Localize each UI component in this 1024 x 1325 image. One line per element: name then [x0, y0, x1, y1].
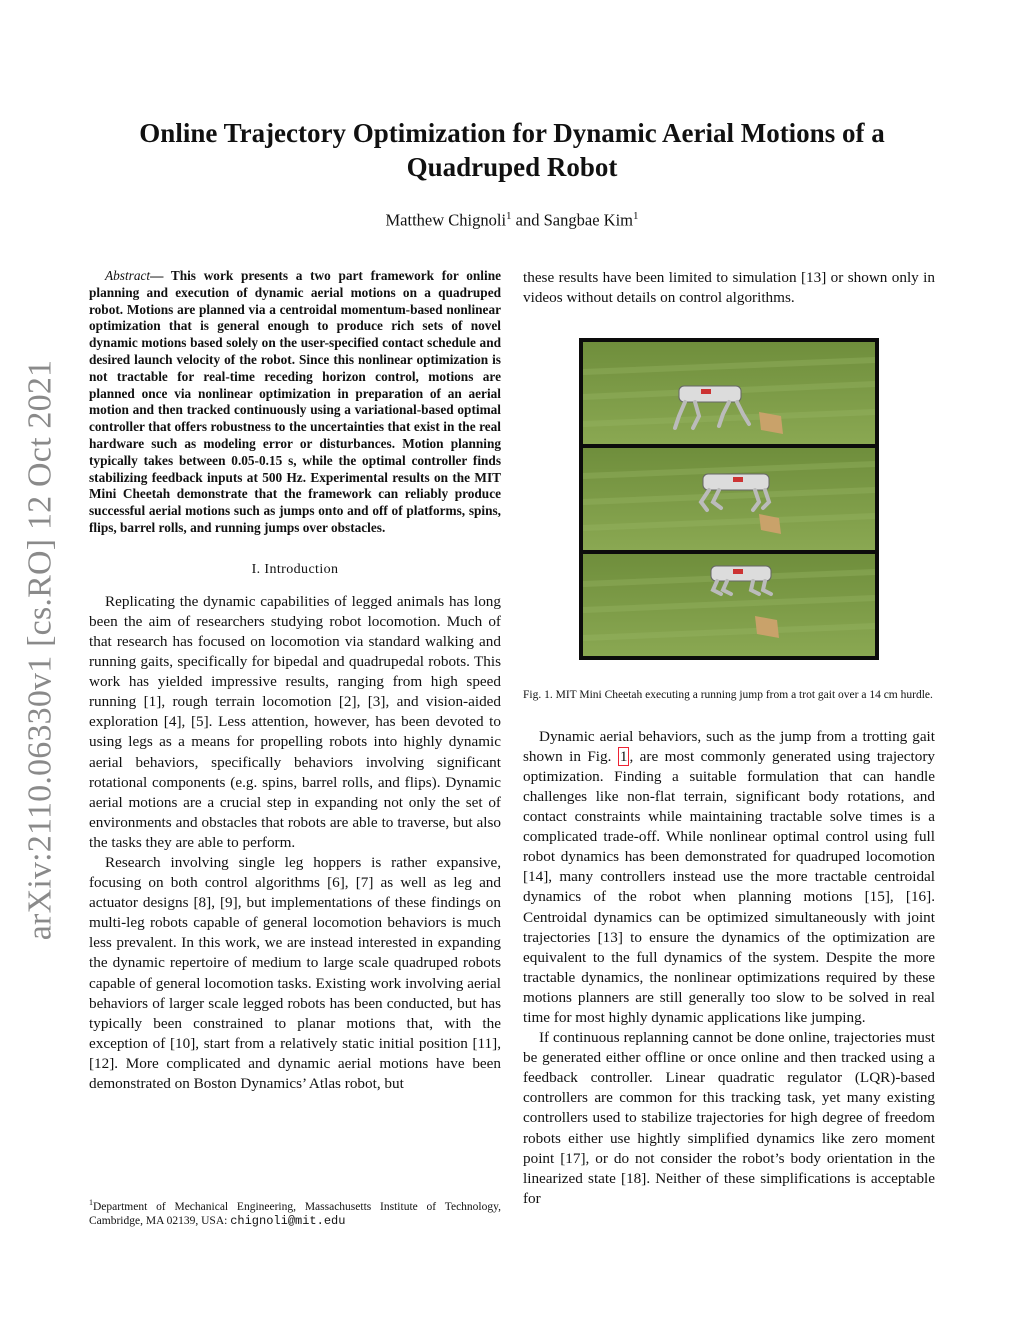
author-first-affiliation: 1 — [506, 210, 512, 222]
paper-title: Online Trajectory Optimization for Dynamic Aerial Motions of a Quadruped Robot — [139, 118, 885, 182]
figure-caption: Fig. 1. MIT Mini Cheetah executing a running jump from a trot gait over a 14 cm hurdle. — [523, 689, 933, 702]
footnote-marker: 1 — [89, 1198, 93, 1207]
author-line — [110, 210, 914, 231]
footnote-text: Department of Mechanical Engineering, Massachusetts Institute of Technology, Cambridge, MA 02139, USA: — [89, 1200, 501, 1228]
figure-frame-3 — [583, 554, 875, 656]
arxiv-stamp — [14, 360, 66, 940]
frame-2-photo — [583, 448, 875, 550]
abstract-text: This work presents a two part framework for online planning and execution of dynamic aerial motions on a quadruped robot. Motions are planned via a centroidal momentum-based nonlinear optimization that is general enough to produce rich sets of novel dynamic motions based solely on the user-specified contact schedule and desired launch velocity of the robot. Since this nonlinear optimization is not tractable for real-time receding horizon control, motions are planned once via nonlinear optimization in preparation of an aerial motion and then tracked continuously using a variational-based optimal controller that offers robustness to the uncertainties that exist in the real hardware such as modeling error or disturbances. Motion planning typically takes between 0.05-0.15 s, while the optimal controller finds stabilizing feedback inputs at 500 Hz. Experimental results on the MIT Mini Cheetah demonstrate that the framework can reliably produce successful aerial motions such as jumps onto and off of platforms, spins, flips, barrel rolls, and running jumps over obstacles. — [89, 268, 501, 535]
abstract-label: Abstract — [105, 268, 151, 283]
figure-1 — [579, 338, 879, 660]
author-second: Sangbae Kim — [543, 210, 633, 230]
left-column — [89, 268, 501, 1094]
right-paragraph-1-start: Dynamic aerial behaviors, such as the jump from a trotting gait shown in Fig. — [523, 727, 935, 765]
author-first: Matthew Chignoli — [385, 210, 507, 230]
right-paragraph-1 — [523, 727, 935, 1028]
intro-paragraph-1: Replicating the dynamic capabilities of legged animals has long been the aim of researchers studying robot locomotion. Much of that research has focused on locomotion via standard walking and running gaits, specifically for bipedal and quadrupedal robots. This work has yielded impressive results, ranging from high speed running [1], rough terrain locomotion [2], [3], and vision-aided exploration [4], [5]. Less attention, however, has been devoted to using legs as a means for propelling robots into highly dynamic aerial behaviors, specifically behaviors involving significant rotational components (e.g. spins, barrel rolls, and flips). Dynamic aerial motions are a crucial step in expanding not only the set of environments and obstacles that robots are able to traverse, but also the tasks they are able to perform. — [89, 592, 501, 851]
figure-frame-1 — [583, 342, 875, 444]
intro-paragraph-2: Research involving single leg hoppers is rather expansive, focusing on both control algorithms [6], [7] as well as leg and actuator designs [8], [9], but implementations of these findings on multi-leg robots capable of general locomotion behaviors is much less prevalent. In this work, we are instead interested in expanding the dynamic repertoire of medium to large scale quadruped robots capable of general locomotion tasks. Existing work involving aerial behaviors of larger scale legged robots has been conducted, but has typically been constrained to planar motions that, with the exception of [10], start from a relatively static initial position [11], [12]. More complicated and dynamic aerial motions have been demonstrated on Boston Dynamics’ Atlas robot, but — [89, 853, 501, 1092]
affiliation-footnote — [89, 1196, 501, 1229]
frame-3-photo — [583, 554, 875, 656]
right-paragraph-1-end: , are most commonly generated using trajectory optimization. Finding a suitable formulation that can handle challenges like non-flat terrain, significant body rotations, and contact constraints while maintaining tractable solve times is a complicated trade-off. While nonlinear optimal control using full robot dynamics has been demonstrated for quadruped locomotion [14], many controllers instead use the more tractable centroidal dynamics of the robot when planning motions [15], [16]. Centroidal dynamics can be optimized simultaneously with joint trajectories [13] to ensure the dynamics of the optimization are equivalent to the full dynamics of the system. Despite the more tractable dynamics, the nonlinear optimizations required by these motions planners are still generally too slow to be solved in real time for most highly dynamic applications like jumping. — [523, 747, 936, 1026]
right-column — [523, 268, 935, 1209]
author-second-affiliation: 1 — [632, 210, 639, 222]
author-connector: and — [511, 210, 544, 230]
figure-frame-2 — [583, 448, 875, 550]
right-top-paragraph: these results have been limited to simulation [13] or shown only in videos without details on control algorithms. — [523, 269, 935, 307]
abstract — [89, 268, 501, 537]
right-paragraph-2: If continuous replanning cannot be done online, trajectories must be generated either offline or once online and then tracked using a feedback controller. Linear quadratic regulator (LQR)-based controllers are common for this tracking task, yet many existing controllers used to stabilize trajectories for high degree of freedom robots either use hightly simplified dynamics like zero moment point [17], or do not consider the robot’s body orientation in the linearized state [18]. Neither of these simplifications is acceptable for — [523, 1029, 935, 1207]
figure-reference-link[interactable]: 1 — [619, 747, 628, 765]
section-heading-introduction: I. Introduction — [251, 561, 339, 577]
frame-1-photo — [583, 342, 875, 444]
abstract-dash: — — [150, 268, 171, 283]
arxiv-stamp-text: arXiv:2110.06330v1 [cs.RO] 12 Oct 2021 — [21, 359, 58, 941]
footnote-email[interactable]: chignoli@mit.edu — [230, 1214, 346, 1229]
